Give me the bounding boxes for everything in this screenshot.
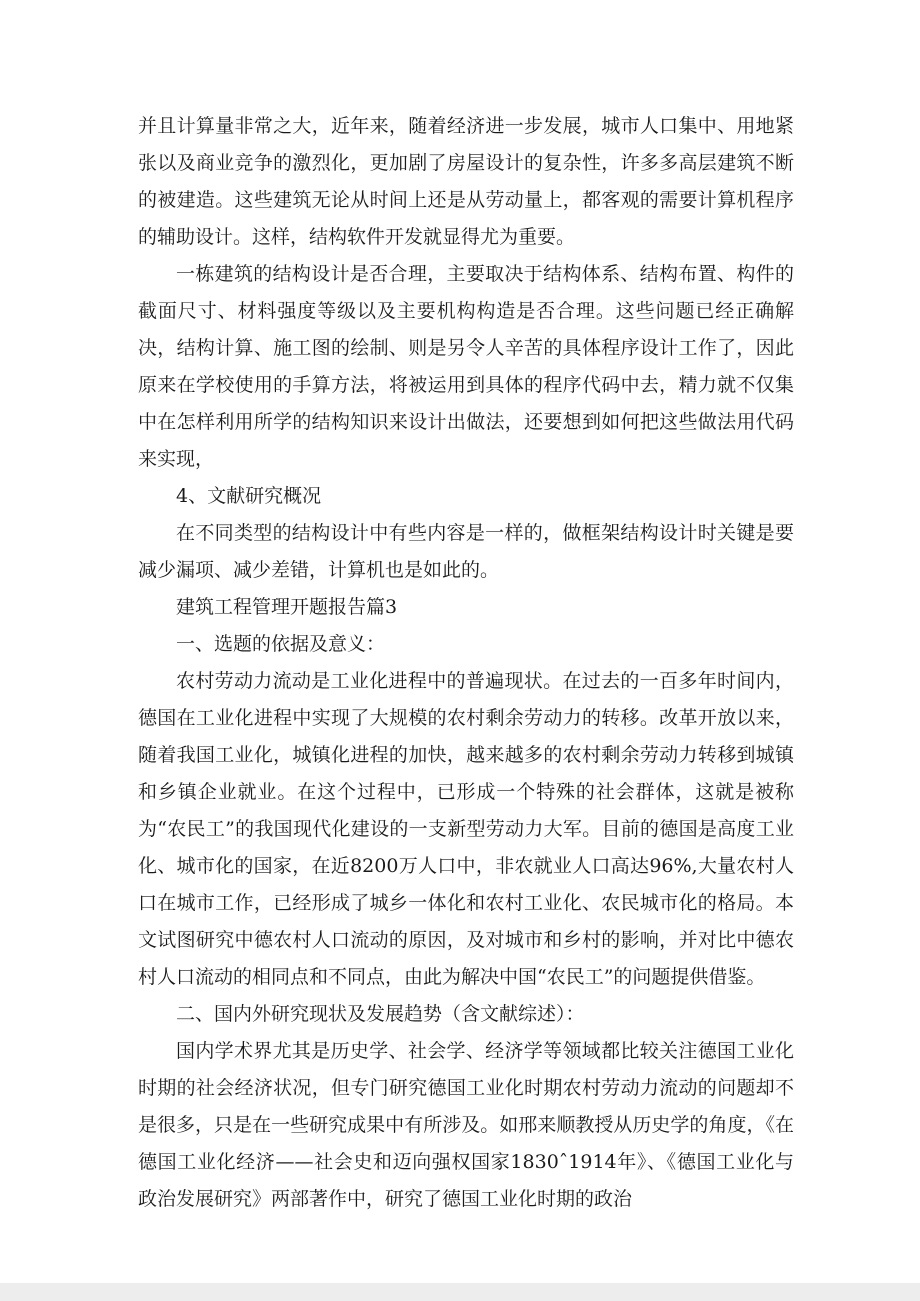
section-heading-literature: 4、文献研究概况 — [176, 485, 322, 507]
article-title-heading: 建筑工程管理开题报告篇3 — [176, 596, 398, 618]
paragraph-research-status: 国内学术界尤其是历史学、社会学、经济学等领域都比较关注德国工业化时期的社会经济状况，但专门研究德国工业化时期农村劳动力流动的问题却不是很多，只是在一些研究成果中有所涉及。如邢来顺教授从历史学的角度，《在德国工业化经济——社会史和迈向强权国家1830ˆ1914年》、《德国工业化与政治发展研究》两部著作中，研究了德国工业化时期的政治 — [138, 1040, 794, 1210]
section-heading-research-status: 二、国内外研究现状及发展趋势（含文献综述）： — [176, 1003, 585, 1025]
paragraph-basis: 农村劳动力流动是工业化进程中的普遍现状。在过去的一百多年时间内，德国在工业化进程中实现了大规模的农村剩余劳动力的转移。改革开放以来，随着我国工业化，城镇化进程的加快，越来越多的农村剩余劳动力转移到城镇和乡镇企业就业。在这个过程中，已形成一个特殊的社会群体，这就是被称为“农民工”的我国现代化建设的一支新型劳动力大军。目前的德国是高度工业化、城市化的国家，在近8200万人口中，非农就业人口高达96%,大量农村人口在城市工作，已经形成了城乡一体化和农村工业化、农民城市化的格局。本文试图研究中德农村人口流动的原因，及对城市和乡村的影响，并对比中德农村人口流动的相同点和不同点，由此为解决中国“农民工”的问题提供借鉴。 — [138, 670, 794, 988]
section-heading-basis: 一、选题的依据及意义： — [176, 633, 386, 655]
page-bottom-strip — [0, 1283, 920, 1301]
paragraph-literature: 在不同类型的结构设计中有些内容是一样的，做框架结构设计时关键是要减少漏项、减少差错，计算机也是如此的。 — [138, 522, 794, 581]
document-body — [138, 108, 794, 1218]
paragraph-structure-design: 一栋建筑的结构设计是否合理，主要取决于结构体系、结构布置、构件的截面尺寸、材料强度等级以及主要机构构造是否合理。这些问题已经正确解决，结构计算、施工图的绘制、则是另令人辛苦的具体程序设计工作了，因此原来在学校使用的手算方法，将被运用到具体的程序代码中去，精力就不仅集中在怎样利用所学的结构知识来设计出做法，还要想到如何把这些做法用代码来实现， — [138, 263, 794, 470]
paragraph-continuation: 并且计算量非常之大，近年来，随着经济进一步发展，城市人口集中、用地紧张以及商业竞争的激烈化，更加剧了房屋设计的复杂性，许多多高层建筑不断的被建造。这些建筑无论从时间上还是从劳动量上，都客观的需要计算机程序的辅助设计。这样，结构软件开发就显得尤为重要。 — [138, 115, 794, 248]
